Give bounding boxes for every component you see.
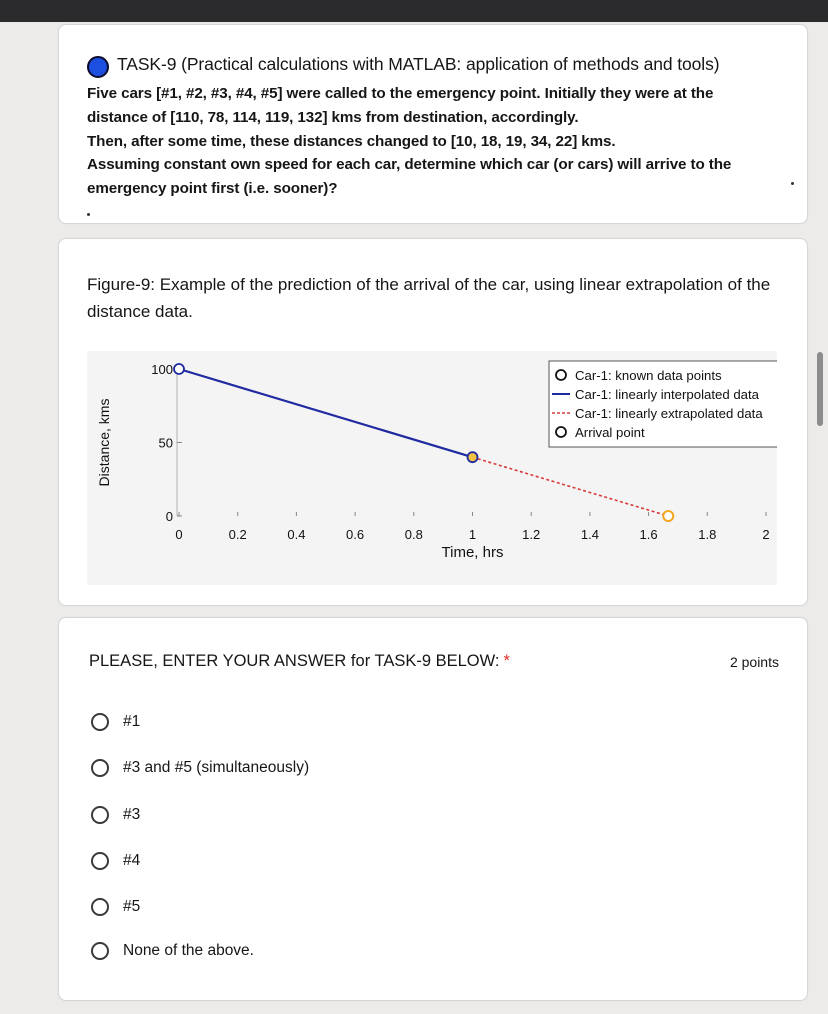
figure-card (58, 238, 808, 606)
task-line: emergency point first (i.e. sooner)? (87, 180, 338, 198)
task-line: Assuming constant own speed for each car, determine which car (or cars) will arrive to the (87, 156, 732, 174)
radio-button[interactable] (91, 942, 109, 960)
task-line: Then, after some time, these distances changed to [10, 18, 19, 34, 22] kms. (87, 132, 616, 150)
scrollbar-thumb[interactable] (817, 352, 823, 426)
option-car-3-and-5[interactable] (91, 755, 309, 781)
option-label: #5 (123, 898, 141, 915)
task-line: distance of [110, 78, 114, 119, 132] kms from destination, accordingly. (87, 108, 579, 126)
legend-marker (556, 370, 566, 380)
figure-caption: Figure-9: Example of the prediction of the arrival of the car, using linear extrapolation of the distance data. (87, 275, 771, 321)
legend-marker (556, 427, 566, 437)
x-tick-label: 1 (468, 527, 477, 542)
legend-entry: Car-1: linearly interpolated data (575, 387, 759, 402)
answer-card (58, 617, 808, 1001)
points-label: 2 points (729, 654, 779, 670)
stray-dot (87, 213, 90, 216)
radio-button[interactable] (91, 852, 109, 870)
required-mark: * (503, 652, 510, 670)
radio-button[interactable] (91, 806, 109, 824)
legend-entry: Arrival point (575, 425, 645, 440)
radio-button[interactable] (91, 759, 109, 777)
x-tick-label: 0 (175, 527, 183, 542)
x-tick-label: 0.4 (287, 527, 306, 542)
known-data-point (468, 452, 478, 462)
option-car-4[interactable] (91, 848, 140, 874)
x-tick-label: 1.2 (522, 527, 541, 542)
option-label: #4 (123, 852, 141, 869)
option-car-1[interactable] (91, 709, 140, 735)
arrival-point-marker (663, 511, 673, 521)
known-data-point (174, 364, 184, 374)
y-tick-label: 50 (158, 435, 173, 451)
question-title-text: PLEASE, ENTER YOUR ANSWER for TASK-9 BELOW: (89, 652, 500, 670)
blue-circle-icon (87, 56, 109, 78)
x-tick-label: 0.6 (346, 527, 365, 542)
option-car-3[interactable] (91, 802, 140, 828)
x-tick-label: 2 (762, 527, 770, 542)
task-description (87, 82, 731, 201)
task-line: Five cars [#1, #2, #3, #4, #5] were called to the emergency point. Initially they were at the (87, 85, 714, 102)
task-card (58, 24, 808, 224)
y-tick-label: 100 (151, 362, 173, 377)
top-bar (0, 0, 828, 22)
y-tick-label: 0 (165, 509, 173, 524)
option-none[interactable] (91, 938, 254, 964)
x-tick-label: 1.4 (580, 527, 599, 542)
chart-area (87, 351, 777, 585)
option-car-5[interactable] (91, 894, 140, 920)
x-tick-label: 0.2 (228, 527, 247, 542)
option-label: #3 and #5 (simultaneously) (123, 759, 310, 776)
x-axis-label: Time, hrs (441, 544, 504, 561)
radio-button[interactable] (91, 898, 109, 916)
legend-entry: Car-1: known data points (575, 368, 722, 383)
legend-entry: Car-1: linearly extrapolated data (575, 406, 763, 421)
distance-time-chart (87, 351, 777, 585)
interpolated-line (179, 369, 473, 457)
option-label: None of the above. (123, 942, 254, 959)
task-title: TASK-9 (Practical calculations with MATLAB: application of methods and tools) (117, 54, 720, 74)
radio-button[interactable] (91, 713, 109, 731)
x-tick-label: 1.6 (639, 527, 658, 542)
option-label: #3 (123, 806, 141, 823)
y-axis-label: Distance, kms (96, 398, 112, 487)
option-label: #1 (123, 713, 141, 730)
question-title (89, 652, 510, 671)
extrapolated-line (473, 457, 669, 516)
x-tick-label: 0.8 (404, 527, 423, 542)
stray-dot (791, 182, 794, 185)
x-tick-label: 1.8 (698, 527, 717, 542)
